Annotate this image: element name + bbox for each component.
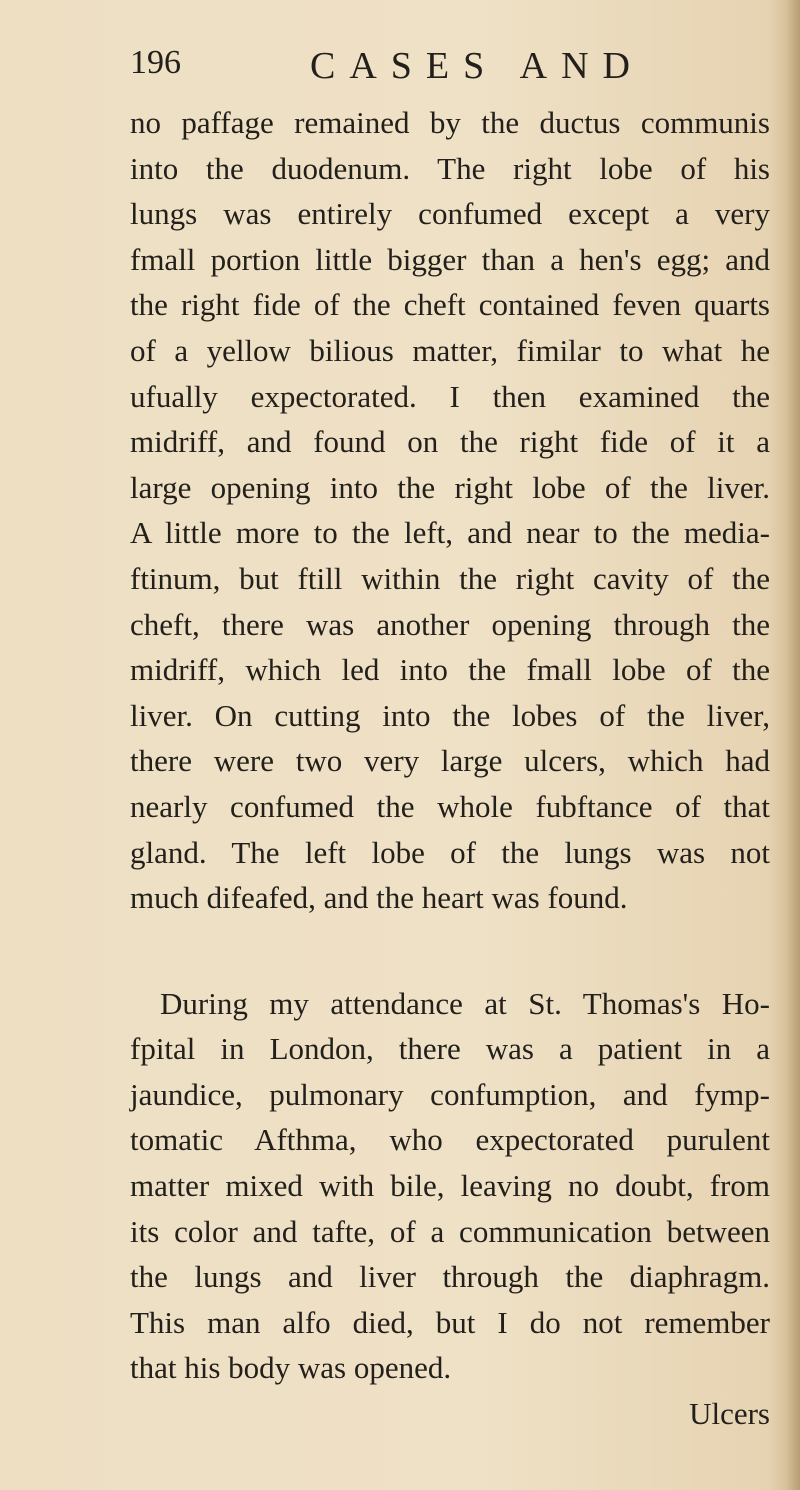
text-line: fpital in London, there was a patient in a (130, 1031, 770, 1067)
text-line: tomatic Afthma, who expectorated purulent (130, 1122, 770, 1158)
text-line: fmall portion little bigger than a hen's egg; and (130, 241, 770, 277)
text-line: much difeafed, and the heart was found. (130, 880, 628, 916)
text-line: A little more to the left, and near to the media- (130, 515, 770, 551)
catchword: Ulcers (689, 1396, 770, 1432)
text-line: of a yellow bilious matter, fimilar to what he (130, 332, 770, 368)
paragraph-2 (130, 981, 770, 1391)
page-edge-shadow (786, 0, 800, 1490)
text-line: lungs was entirely confumed except a very (130, 196, 770, 232)
text-line: During my attendance at St. Thomas's Ho- (160, 985, 770, 1021)
text-line: the lungs and liver through the diaphragm. (130, 1259, 770, 1295)
text-line: liver. On cutting into the lobes of the liver, (130, 697, 770, 733)
text-line: midriff, which led into the fmall lobe of the (130, 652, 770, 688)
text-line: midriff, and found on the right fide of it a (130, 424, 770, 460)
text-line: that his body was opened. (130, 1350, 452, 1386)
body-text (130, 100, 770, 1437)
text-line: no paffage remained by the ductus communis (130, 105, 770, 140)
text-line: large opening into the right lobe of the liver. (130, 469, 770, 505)
text-line: jaundice, pulmonary confumption, and fymp- (130, 1076, 770, 1112)
paragraph-1 (130, 100, 770, 921)
text-line: into the duodenum. The right lobe of his (130, 150, 770, 186)
page-header (130, 44, 770, 94)
text-line: there were two very large ulcers, which had (130, 743, 770, 779)
running-head: CASES AND (310, 45, 644, 87)
text-line: its color and tafte, of a communication between (130, 1213, 770, 1249)
text-line: ftinum, but ftill within the right cavity of the (130, 560, 770, 596)
paragraph-gap (130, 921, 770, 981)
text-line: cheft, there was another opening through the (130, 606, 770, 642)
text-line: This man alfo died, but I do not remember (130, 1304, 770, 1340)
text-line: matter mixed with bile, leaving no doubt, from (130, 1168, 770, 1204)
text-line: the right fide of the cheft contained feven quarts (130, 287, 770, 323)
text-line: gland. The left lobe of the lungs was not (130, 834, 770, 870)
text-line: nearly confumed the whole fubftance of that (130, 788, 770, 824)
page-number: 196 (130, 44, 181, 81)
text-line: ufually expectorated. I then examined the (130, 378, 770, 414)
